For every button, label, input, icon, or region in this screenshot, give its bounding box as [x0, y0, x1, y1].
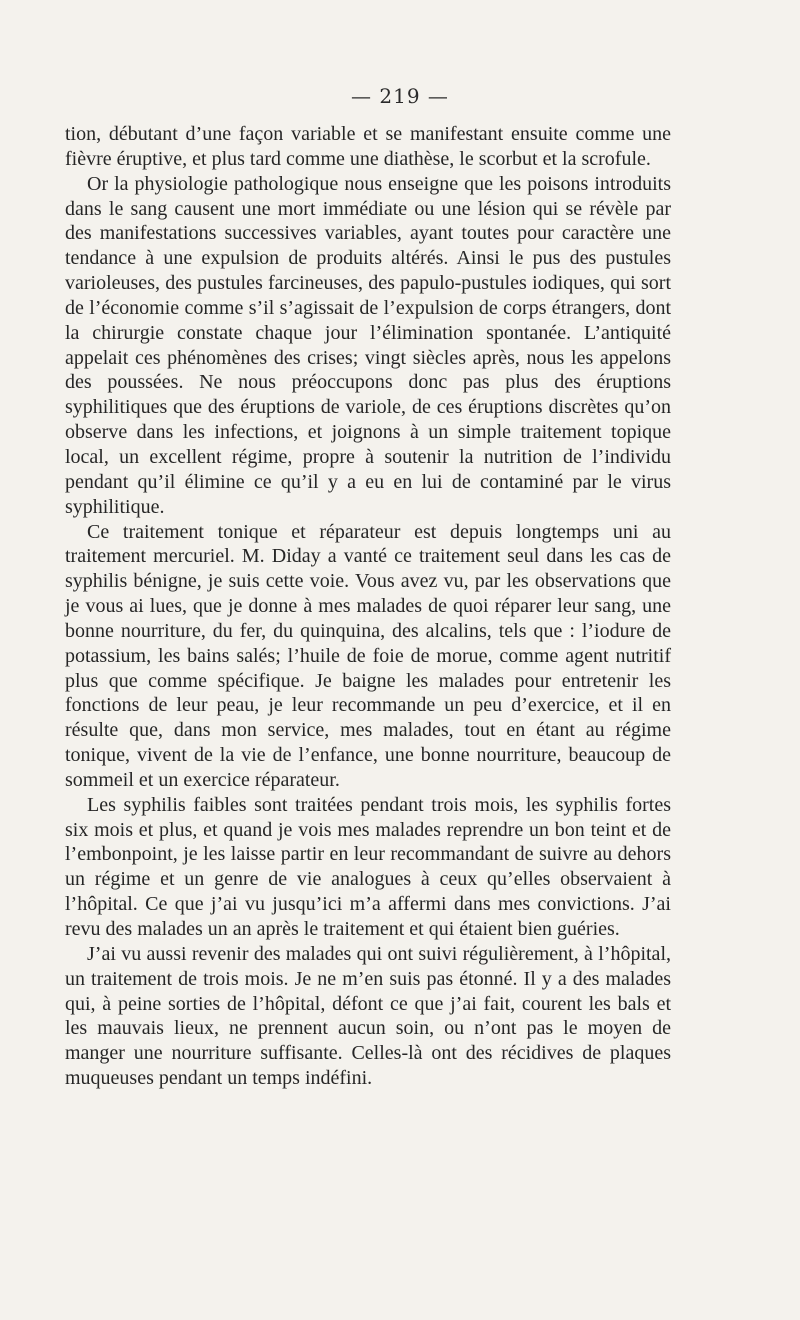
paragraph: Ce traitement tonique et réparateur est depuis longtemps uni au traitement mercuriel. M. Diday a vanté ce traitement seul dans les cas de syphilis bénigne, je suis cette voie. Vous avez vu, par les observations que je vous ai lues, que je donne à mes malades de quoi réparer leur sang, une bonne nourriture, du fer, du quinquina, des alcalins, tels que : l’iodure de potassium, les bains salés; l’huile de foie de morue, comme agent nutritif plus que comme spécifique. Je baigne les malades pour entretenir les fonctions de leur peau, je leur recommande un peu d’exercice, et il en résulte que, dans mon service, mes malades, tout en étant au régime tonique, vivent de la vie de l’enfance, une bonne nourriture, beaucoup de sommeil et un exercice réparateur.	[65, 520, 671, 791]
paragraph: Les syphilis faibles sont traitées pendant trois mois, les syphilis fortes six mois et plus, et quand je vois mes malades reprendre un bon teint et de l’embonpoint, je les laisse partir en leur recommandant de suivre au dehors un régime et un genre de vie analogues à ceux qu’elles observaient à l’hôpital. Ce que j’ai vu jusqu’ici m’a affermi dans mes convictions. J’ai revu des malades un an après le traitement et qui étaient bien guéries.	[65, 793, 671, 940]
page-number-header: — 219 —	[351, 84, 449, 108]
paragraph: Or la physiologie pathologique nous enseigne que les poisons introduits dans le sang causent une mort immédiate ou une lésion qui se révèle par des manifestations successives variables, ayant toutes pour caractère une tendance à une expulsion de produits altérés. Ainsi le pus des pustules varioleuses, des pustules farcineuses, des papulo-pustules iodiques, qui sort de l’économie comme s’il s’agissait de l’expulsion de corps étrangers, dont la chirurgie constate chaque jour l’élimination spontanée. L’antiquité appelait ces phénomènes des crises; vingt siècles après, nous les appelons des poussées. Ne nous préoccupons donc pas plus des éruptions syphilitiques que des éruptions de variole, de ces éruptions discrètes qu’on observe dans les infections, et joignons à un simple traitement topique local, un excellent régime, propre à soutenir la nutrition de l’individu pendant qu’il élimine ce qu’il y a eu en lui de contaminé par le virus syphilitique.	[65, 172, 671, 518]
paragraph: tion, débutant d’une façon variable et se manifestant ensuite comme une fièvre éruptive, et plus tard comme une diathèse, le scorbut et la scrofule.	[65, 123, 671, 170]
page-body-text	[65, 122, 671, 1091]
paragraph: J’ai vu aussi revenir des malades qui ont suivi régulièrement, à l’hôpital, un traitement de trois mois. Je ne m’en suis pas étonné. Il y a des malades qui, à peine sorties de l’hôpital, défont ce que j’ai fait, courent les bals et les mauvais lieux, ne prennent aucun soin, ou n’ont pas le moyen de manger une nourriture suffisante. Celles-là ont des récidives de plaques muqueuses pendant un temps indéfini.	[65, 942, 671, 1090]
